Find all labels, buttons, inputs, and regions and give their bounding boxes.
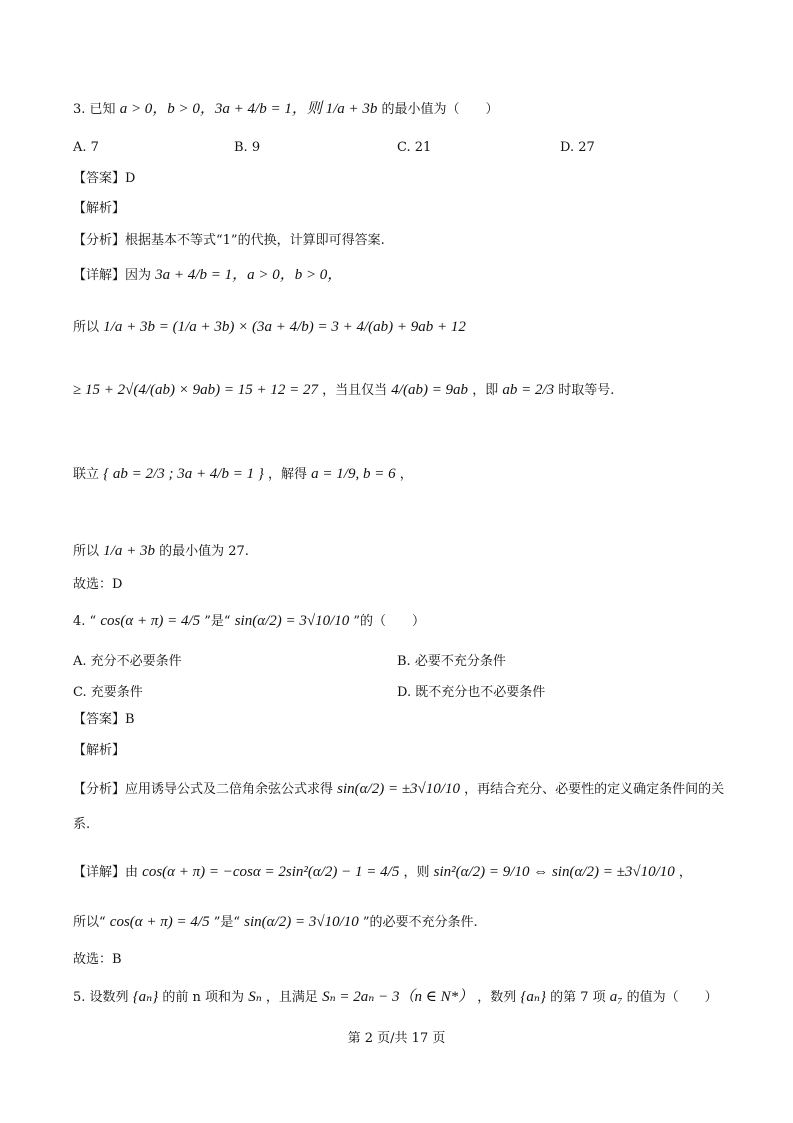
- q3-detail: 【详解】因为 3a + 4/b = 1，a > 0，b > 0，: [73, 267, 343, 283]
- q3-fenxi: 【分析】根据基本不等式“1”的代换，计算即可得答案.: [73, 233, 385, 248]
- q4-stem: 4. “ cos(α + π) = 4/5 ”是“ sin(α/2) = 3√10/10 ”的（ ）: [73, 613, 426, 629]
- q3-choose: 故选：D: [73, 577, 123, 592]
- q3-option-b: B. 9: [234, 140, 261, 155]
- q4-option-b: B. 必要不充分条件: [397, 654, 506, 669]
- q3-system: 联立 { ab = 2/3 ; 3a + 4/b = 1 } ，解得 a = 1/9, b = 6 ，: [73, 466, 413, 482]
- q4-detail: 【详解】由 cos(α + π) = −cosα = 2sin²(α/2) − 1 = 4/5 ，则 sin²(α/2) = 9/10 ⇔ sin(α/2) = ±3√10/10 ，: [73, 864, 692, 880]
- q5-stem: 5. 设数列 {aₙ} 的前 n 项和为 Sₙ ，且满足 Sₙ = 2aₙ − 3（n ∈ N*） ，数列 {aₙ} 的第 7 项 a₇ 的值为（ ）: [73, 989, 718, 1005]
- q4-conclusion: 所以“ cos(α + π) = 4/5 ”是“ sin(α/2) = 3√10/10 ”的必要不充分条件.: [73, 914, 478, 930]
- q4-choose: 故选：B: [73, 952, 122, 967]
- q4-option-d: D. 既不充分也不必要条件: [397, 685, 546, 700]
- q3-step1: 所以 1/a + 3b = (1/a + 3b) × (3a + 4/b) = 3 + 4/(ab) + 9ab + 12: [73, 319, 466, 335]
- q3-analysis-label: 【解析】: [73, 201, 126, 216]
- q3-conclusion: 所以 1/a + 3b 的最小值为 27.: [73, 543, 249, 559]
- q3-stem: 3. 已知 a > 0，b > 0，3a + 4/b = 1，则 1/a + 3b 的最小值为（ ）: [73, 101, 499, 117]
- q3-option-a: A. 7: [73, 140, 99, 155]
- q4-option-a: A. 充分不必要条件: [73, 654, 182, 669]
- q4-analysis-label: 【解析】: [73, 743, 126, 758]
- q3-step2: ≥ 15 + 2√(4/(ab) × 9ab) = 15 + 12 = 27 ，当且仅当 4/(ab) = 9ab ，即 ab = 2/3 时取等号.: [73, 382, 615, 398]
- q4-fenxi: 【分析】应用诱导公式及二倍角余弦公式求得 sin(α/2) = ±3√10/10 ，再结合充分、必要性的定义确定条件间的关: [73, 781, 725, 797]
- q4-fenxi-tail: 系.: [73, 817, 91, 832]
- q3-option-d: D. 27: [560, 140, 595, 155]
- q4-option-c: C. 充要条件: [73, 685, 143, 700]
- q4-answer: 【答案】B: [73, 712, 135, 727]
- q3-option-c: C. 21: [397, 140, 432, 155]
- q3-stem-math: a > 0，b > 0，3a + 4/b = 1，则 1/a + 3b: [119, 101, 378, 117]
- q3-answer: 【答案】D: [73, 171, 136, 186]
- page-footer: 第 2 页/共 17 页: [347, 1031, 446, 1046]
